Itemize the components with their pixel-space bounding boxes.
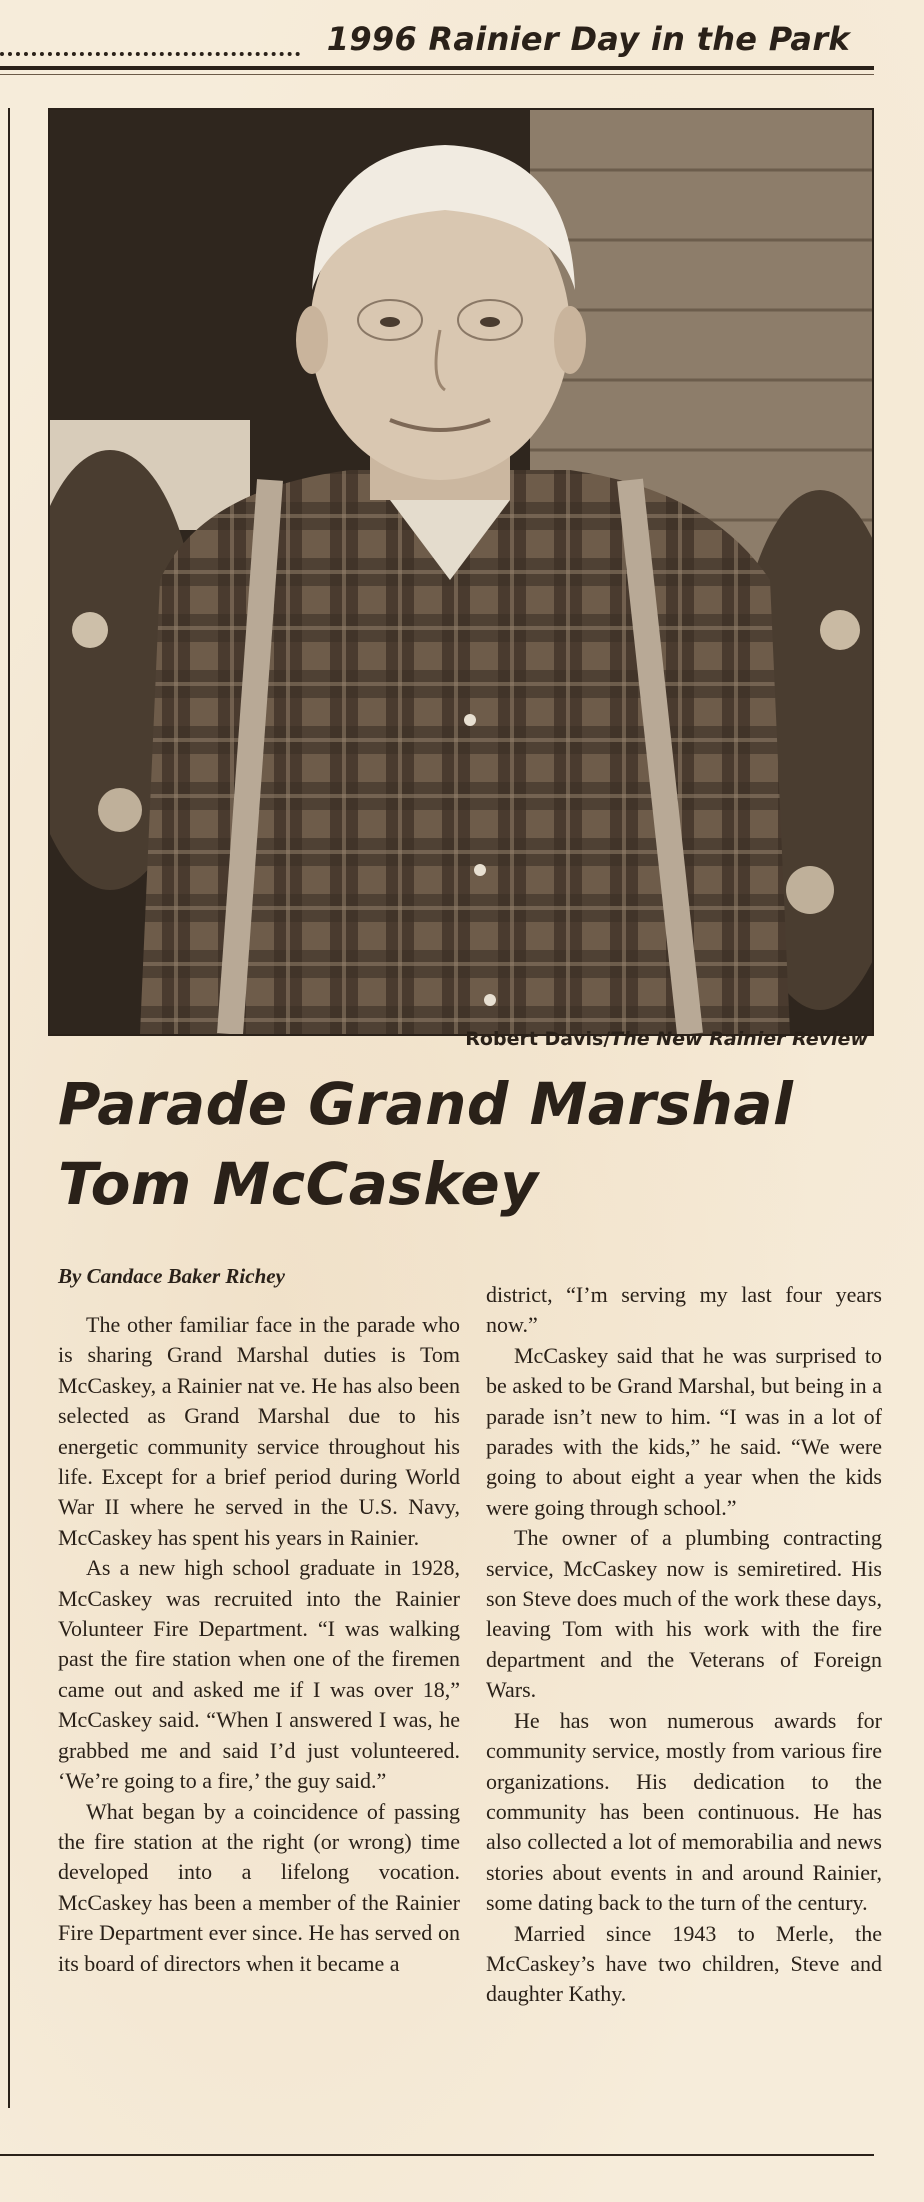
- portrait-illustration: [50, 110, 872, 1034]
- paragraph-continuation: district, “I’m serving my last four years now.”: [486, 1282, 882, 1338]
- portrait-photo: [48, 108, 874, 1036]
- footer-rule: [0, 2154, 874, 2156]
- article-column-right: [486, 1280, 882, 2010]
- paragraph: What began by a coincidence of passing the fire station at the right (or wrong) time developed into a lifelong vocation. McCaskey has been a member of the Rainier Fire Department ever since. He has served on its board of directors when it became a: [58, 1798, 460, 1976]
- paragraph: The other familiar face in the parade who is sharing Grand Marshal duties is Tom McCaskey, a Rainier nat ve. He has also been selected as Grand Marshal due to his energetic community service throughout his life. Except for a brief period during World War II where he served in the U.S. Navy, McCaskey has spent his years in Rainier.: [58, 1312, 460, 1550]
- header-thin-rule: [0, 74, 874, 75]
- paragraph: He has won numerous awards for community service, mostly from various fire organizations. His dedication to the community has been continuous. He has also collected a lot of memorabilia and news stories about events in and around Rainier, some dating back to the turn of the century.: [486, 1707, 882, 1916]
- byline: By Candace Baker Richey: [58, 1264, 285, 1288]
- paragraph: McCaskey said that he was surprised to be asked to be Grand Marshal, but being in a parade isn’t new to him. “I was in a lot of parades with the kids,” he said. “We were going to about eight a year when the kids were going through school.”: [486, 1342, 882, 1520]
- header-dotted-rule: [0, 52, 300, 60]
- paragraph: The owner of a plumbing contracting service, McCaskey now is semiretired. His son Steve does much of the work these days, leaving Tom with his work with the fire department and the Veterans of Foreign Wars.: [486, 1525, 882, 1703]
- article-column-left: [58, 1310, 460, 1979]
- header-rule: [0, 66, 874, 70]
- photo-credit: [465, 1028, 868, 1050]
- publication-name: The New Rainier Review: [610, 1028, 868, 1050]
- section-title: 1996 Rainier Day in the Park: [326, 20, 850, 58]
- photographer-name: Robert Davis/: [465, 1028, 611, 1050]
- paragraph: As a new high school graduate in 1928, McCaskey was recruited into the Rainier Volunteer Fire Department. “I was walking past the fire station when one of the firemen came out and asked me if I was over 18,” McCaskey said. “When I answered I was, he grabbed me and said I’d just volunteered. ‘We’re going to a fire,’ the guy said.”: [58, 1555, 460, 1794]
- paragraph: Married since 1943 to Merle, the McCaskey’s have two children, Steve and daughter Kathy.: [486, 1920, 882, 2007]
- article-headline: [58, 1064, 878, 1224]
- column-rule: [8, 108, 10, 2108]
- headline-line-1: Parade Grand Marshal: [58, 1070, 794, 1138]
- headline-line-2: Tom McCaskey: [58, 1150, 539, 1218]
